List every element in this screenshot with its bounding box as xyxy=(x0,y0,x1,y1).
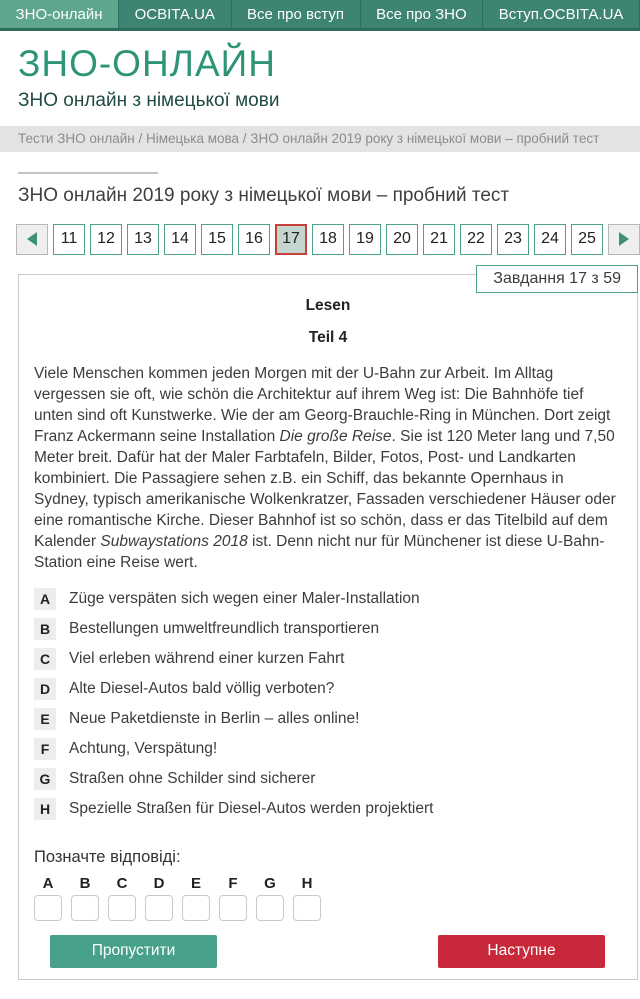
answer-checkbox-A[interactable] xyxy=(34,895,62,921)
answer-column xyxy=(293,875,330,921)
answer-checkbox-H[interactable] xyxy=(293,895,321,921)
question-pagination xyxy=(16,224,638,255)
page-number-button[interactable]: 17 xyxy=(275,224,307,255)
page-number-button[interactable]: 14 xyxy=(164,224,196,255)
nav-item-4[interactable]: Вступ.ОСВІТА.UA xyxy=(483,0,640,28)
option-row xyxy=(34,618,622,640)
option-row xyxy=(34,588,622,610)
arrow-right-icon xyxy=(619,232,629,246)
answer-column xyxy=(219,875,256,921)
site-subtitle: ЗНО онлайн з німецької мови xyxy=(18,89,280,111)
page-number-button[interactable]: 21 xyxy=(423,224,455,255)
answer-checkbox-B[interactable] xyxy=(71,895,99,921)
next-button[interactable]: Наступне xyxy=(438,935,605,968)
option-letter-badge: F xyxy=(34,738,56,760)
answer-letter-header: A xyxy=(42,874,54,892)
prev-page-button[interactable] xyxy=(16,224,48,255)
partial-divider xyxy=(18,172,158,174)
option-letter-badge: B xyxy=(34,618,56,640)
option-letter-badge: E xyxy=(34,708,56,730)
page-number-button[interactable]: 18 xyxy=(312,224,344,255)
nav-item-2[interactable]: Все про вступ xyxy=(232,0,361,28)
passage-segment: Die große Reise xyxy=(279,427,392,445)
answer-letter-header: B xyxy=(79,874,91,892)
option-row xyxy=(34,768,622,790)
answer-letter-header: H xyxy=(301,874,313,892)
option-letter-badge: H xyxy=(34,798,56,820)
site-title[interactable]: ЗНО-ОНЛАЙН xyxy=(18,43,276,84)
option-letter-badge: D xyxy=(34,678,56,700)
nav-item-0[interactable]: ЗНО-онлайн xyxy=(0,0,119,28)
reading-passage xyxy=(34,363,622,573)
task-progress-badge: Завдання 17 з 59 xyxy=(476,265,638,293)
answer-column xyxy=(182,875,219,921)
answer-letter-header: G xyxy=(264,874,276,892)
answer-column xyxy=(145,875,182,921)
passage-segment: Subwaystations 2018 xyxy=(100,532,248,550)
page-number-button[interactable]: 19 xyxy=(349,224,381,255)
action-buttons xyxy=(34,935,622,968)
answer-column xyxy=(256,875,293,921)
page-number-button[interactable]: 24 xyxy=(534,224,566,255)
page-number-button[interactable]: 25 xyxy=(571,224,603,255)
page-number-button[interactable]: 16 xyxy=(238,224,270,255)
passage-segment: . Sie ist 120 Meter lang und 7,50 Meter breit. Dafür hat der Maler Farbtafeln, Bilder, Fotos, Post- und Landkarten kombiniert. Die Passagiere sehen z.B. ein Schiff, das bekannte Opernhaus in Sydney, typisch amerikanische Wolkenkratzer, Fassaden verschiedener Häuser oder eine romantische Kirche. Dieser Bahnhof ist so schön, dass er das Titelbild auf dem Kalender xyxy=(34,427,616,550)
page-number-button[interactable]: 12 xyxy=(90,224,122,255)
option-row xyxy=(34,798,622,820)
options-list xyxy=(34,588,622,820)
task-box xyxy=(18,269,638,980)
answer-checkbox-F[interactable] xyxy=(219,895,247,921)
breadcrumb-text[interactable]: Тести ЗНО онлайн / Німецька мова / ЗНО онлайн 2019 року з німецької мови – пробний тест xyxy=(18,131,600,147)
answer-checkbox-G[interactable] xyxy=(256,895,284,921)
option-row xyxy=(34,708,622,730)
option-letter-badge: A xyxy=(34,588,56,610)
page-number-button[interactable]: 23 xyxy=(497,224,529,255)
answer-column xyxy=(34,875,71,921)
option-text: Neue Paketdienste in Berlin – alles online! xyxy=(69,709,360,727)
option-text: Spezielle Straßen für Diesel-Autos werden projektiert xyxy=(69,799,434,817)
page-number-button[interactable]: 13 xyxy=(127,224,159,255)
nav-item-3[interactable]: Все про ЗНО xyxy=(361,0,484,28)
answer-grid xyxy=(34,875,622,921)
breadcrumb xyxy=(0,126,640,152)
option-text: Alte Diesel-Autos bald völlig verboten? xyxy=(69,679,335,697)
page-number-button[interactable]: 20 xyxy=(386,224,418,255)
option-row xyxy=(34,648,622,670)
page-number-button[interactable]: 22 xyxy=(460,224,492,255)
option-text: Züge verspäten sich wegen einer Maler-Installation xyxy=(69,589,420,607)
option-letter-badge: C xyxy=(34,648,56,670)
arrow-left-icon xyxy=(27,232,37,246)
page-title: ЗНО онлайн 2019 року з німецької мови – пробний тест xyxy=(18,184,510,206)
option-text: Viel erleben während einer kurzen Fahrt xyxy=(69,649,345,667)
answers-label: Позначте відповіді: xyxy=(34,847,181,866)
passage-segment: ist. Denn nicht nur für Münchener ist diese U-Bahn-Station eine Reise wert. xyxy=(34,532,605,571)
option-text: Bestellungen umweltfreundlich transportieren xyxy=(69,619,380,637)
answer-checkbox-C[interactable] xyxy=(108,895,136,921)
option-row xyxy=(34,678,622,700)
option-text: Straßen ohne Schilder sind sicherer xyxy=(69,769,316,787)
answer-letter-header: D xyxy=(153,874,165,892)
answer-checkbox-E[interactable] xyxy=(182,895,210,921)
page-number-button[interactable]: 11 xyxy=(53,224,85,255)
top-nav xyxy=(0,0,640,31)
task-section-heading: Lesen xyxy=(305,296,351,314)
answer-checkbox-D[interactable] xyxy=(145,895,173,921)
task-part-heading: Teil 4 xyxy=(308,328,348,346)
option-text: Achtung, Verspätung! xyxy=(69,739,218,757)
passage-segment: Viele Menschen kommen jeden Morgen mit der U-Bahn zur Arbeit. Im Alltag vergessen sie oft, wie schön die Architektur auf ihrem Weg ist: Die Bahnhöfe tief unten sind oft Kunstwerke. Wie der am Georg-Brauchle-Ring in München. Dort zeigt Franz Ackermann seine Installation xyxy=(34,364,611,445)
answer-column xyxy=(108,875,145,921)
site-header xyxy=(0,31,640,122)
answer-column xyxy=(71,875,108,921)
option-letter-badge: G xyxy=(34,768,56,790)
answer-letter-header: F xyxy=(228,874,238,892)
answer-letter-header: E xyxy=(190,874,201,892)
skip-button[interactable]: Пропустити xyxy=(50,935,217,968)
next-page-button[interactable] xyxy=(608,224,640,255)
option-row xyxy=(34,738,622,760)
answer-letter-header: C xyxy=(116,874,128,892)
nav-item-1[interactable]: ОСВІТА.UA xyxy=(119,0,231,28)
page-number-button[interactable]: 15 xyxy=(201,224,233,255)
